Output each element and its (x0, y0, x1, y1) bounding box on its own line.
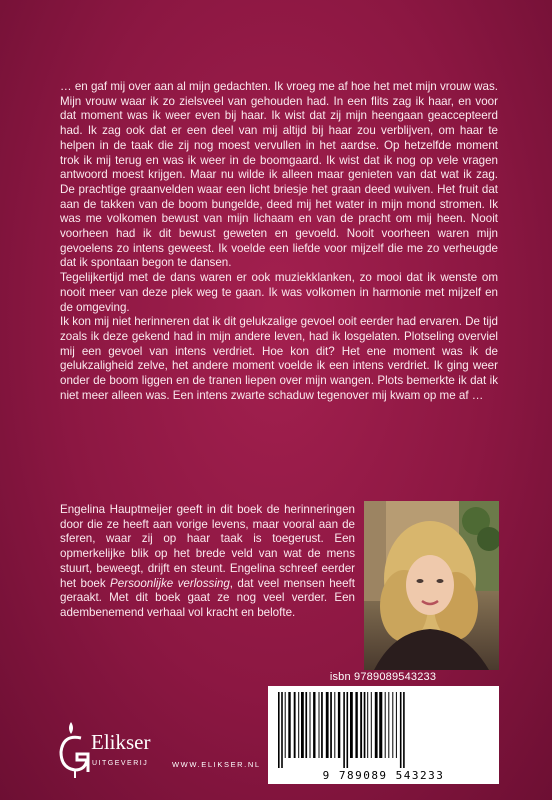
barcode-bar (313, 692, 315, 758)
barcode-bar (347, 692, 349, 768)
barcode-bar (392, 692, 393, 758)
barcode (268, 686, 499, 784)
barcode-bar (367, 692, 368, 758)
barcode-bar (388, 692, 389, 758)
story-paragraph-2: Tegelijkertijd met de dans waren er ook muziekklanken, zo mooi dat ik wenste om nooit meer van deze plek weg te gaan. Ik was volkomen in harmonie met mijzelf en de omgeving. (60, 271, 498, 314)
barcode-bar (338, 692, 340, 758)
barcode-bar (350, 692, 353, 758)
publisher-name: Elikser (91, 730, 151, 754)
barcode-bar (321, 692, 323, 758)
barcode-bar (364, 692, 366, 758)
barcode-bar (379, 692, 382, 758)
barcode-bar (375, 692, 378, 758)
author-blurb-part1: Engelina Hauptmeijer geeft in dit boek de herinneringen door die ze heeft aan vorige levens, maar vooral aan de sferen, waar zij op haar taak is toegerust. Een opmerkelijke blik op het brede veld van wat de mens stuurt, beweegt, drijft en steunt. Engelina schreef eerder het boek (60, 503, 355, 590)
barcode-bar (319, 692, 320, 758)
isbn-label: isbn 9789089543233 (329, 671, 437, 683)
previous-book-title: Persoonlijke verlossing (110, 576, 230, 590)
barcode-bar (281, 692, 283, 768)
publisher-subtitle: UITGEVERIJ (92, 760, 149, 767)
lantern-icon (57, 720, 91, 780)
barcode-bar (343, 692, 345, 768)
barcode-bar (330, 692, 332, 758)
author-blurb-text (60, 503, 355, 621)
author-photo (364, 501, 499, 670)
barcode-bar (310, 692, 311, 758)
story-paragraph-1: … en gaf mij over aan al mijn gedachten. Ik vroeg me af hoe het met mijn vrouw was. Mijn vrouw waar ik zo zielsveel van gehouden had. In een flits zag ik haar, en voor dat moment was ik weer even bij haar. Ik wist dat zij mijn heengaan geaccepteerd had. Ik zag ook dat er een deel van mij altijd bij haar zou verblijven, om haar te helpen in de taak die zij nog moest vervullen in het aardse. Op hetzelfde moment trok ik mij terug en was ik weer in de boomgaard. Ik wist dat ik nog op vele vragen antwoord moest krijgen. Maar nu wilde ik alleen maar genieten van dat wat ik zag. De prachtige graanvelden waar een licht briesje het graan deed wuiven. Het fruit dat aan de takken van de boom bungelde, deed mij het water in mijn mond stromen. Ik was me volkomen bewust van mijn lichaam en van de pracht om mij heen. Nooit voorheen had ik dit bewust geweten en gevoeld. Nooit voorheen waren mijn gevoelens zo intens geweest. Ik voelde een liefde voor mijzelf die me zo verheugde dat ik spontaan begon te dansen. (60, 80, 498, 270)
barcode-digits: 9 789089 543233 (322, 769, 445, 782)
barcode-bar (298, 692, 299, 758)
barcode-bar (326, 692, 329, 758)
barcode-bar (360, 692, 362, 758)
barcode-bar (400, 692, 402, 768)
barcode-bar (385, 692, 386, 758)
barcode-bar (403, 692, 405, 768)
barcode-bar (285, 692, 286, 758)
story-paragraph-3: Ik kon mij niet herinneren dat ik dit gelukzalige gevoel ooit eerder had ervaren. De tijd zoals ik deze gekend had in mijn andere leven, had ik losgelaten. Plotseling overviel mij een gevoel van intens verdriet. Hoe kon dit? Het ene moment was ik de gelukzaligheid zelve, het andere moment voelde ik een intens verdriet. Ik ging weer onder de boom liggen en de tranen liepen over mijn wangen. Plots bemerkte ik dat ik niet meer alleen was. Een intens zwarte schaduw tegenover mij kwam op me af … (60, 315, 498, 402)
barcode-bar (371, 692, 372, 758)
barcode-bar (288, 692, 290, 758)
author-blurb-part2: , dat veel mensen heeft geraakt. Met dit boek gaat ze nog veel verder. Een adembenemend verhaal vol kracht en belofte. (60, 576, 355, 619)
barcode-bar (334, 692, 335, 758)
barcode-bar (305, 692, 307, 758)
barcode-bar (396, 692, 397, 758)
publisher-website[interactable]: WWW.ELIKSER.NL (172, 760, 261, 769)
barcode-bar (294, 692, 296, 758)
author-blurb (60, 503, 355, 621)
barcode-bar (301, 692, 304, 758)
story-excerpt (60, 80, 498, 403)
publisher-logo (57, 720, 167, 780)
barcode-bar (355, 692, 357, 758)
barcode-bar (278, 692, 280, 768)
